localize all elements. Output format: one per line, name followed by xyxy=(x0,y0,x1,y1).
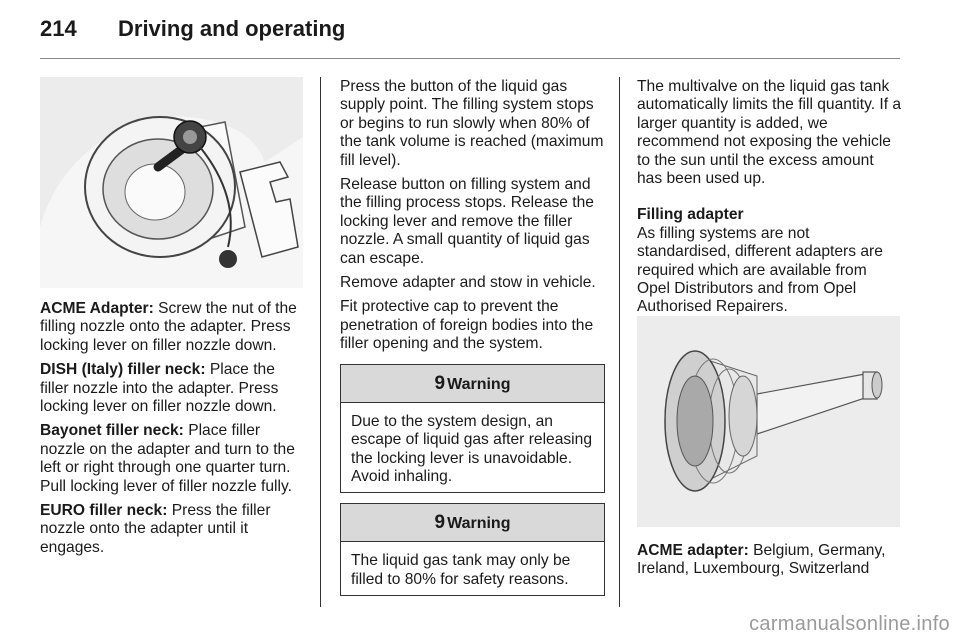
page-number: 214 xyxy=(40,16,77,41)
section-title: Driving and operating xyxy=(118,16,346,41)
caption-text: Belgium, Germany, Ireland, Luxembourg, Switzerland xyxy=(637,542,886,578)
paragraph xyxy=(40,361,305,416)
term-label: ACME Adapter: xyxy=(40,300,154,317)
paragraph xyxy=(40,300,305,355)
warning-text: The liquid gas tank may only be filled to 80% for safety reasons. xyxy=(351,552,571,588)
paragraph: Remove adapter and stow in vehicle. xyxy=(340,274,596,292)
warning-triangle-icon: 9 xyxy=(434,372,446,394)
warning-header xyxy=(341,504,604,542)
term-text: Press the filler nozzle onto the adapter until it engages. xyxy=(40,502,271,556)
term-text: Screw the nut of the filling nozzle onto the adapter. Press locking lever on filler nozzle down. xyxy=(40,300,297,354)
warning-box xyxy=(340,503,605,596)
warning-box xyxy=(340,364,605,494)
term-label: Bayonet filler neck: xyxy=(40,422,184,440)
caption-label: ACME adapter: xyxy=(637,542,749,559)
page-header xyxy=(40,16,345,42)
term-text: Place the filler nozzle into the adapter. Press locking lever on filler nozzle down. xyxy=(40,361,279,416)
watermark[interactable]: carmanualsonline.info xyxy=(749,613,950,635)
paragraph: Fit protective cap to prevent the penetration of foreign bodies into the filler opening and the system. xyxy=(340,298,594,353)
paragraph xyxy=(40,502,305,557)
paragraph: Release button on filling system and the filling process stops. Release the locking lever and remove the filler nozzle. A small quantity of liquid gas can escape. xyxy=(340,176,594,267)
warning-text: Due to the system design, an escape of liquid gas after releasing the locking lever is unavoidable. Avoid inhaling. xyxy=(351,412,592,485)
column-3-text xyxy=(637,78,902,323)
term-text: Place filler nozzle on the adapter and turn to the left or right through one quarter turn. Pull locking lever of filler nozzle fully. xyxy=(40,422,295,495)
warning-title: Warning xyxy=(447,375,511,393)
paragraph: As filling systems are not standardised, different adapters are required which are available from Opel Distributors and from Opel Authorised Repairers. xyxy=(637,224,883,316)
header-rule xyxy=(40,58,900,59)
column-divider xyxy=(320,77,321,607)
acme-adapter-illustration xyxy=(637,316,900,527)
warning-header xyxy=(341,365,604,403)
column-divider xyxy=(619,77,620,607)
paragraph: Press the button of the liquid gas supply point. The filling system stops or begins to run slowly when 80% of the tank volume is reached (maximum fill level). xyxy=(340,78,604,169)
paragraph xyxy=(637,542,902,579)
paragraph xyxy=(40,422,305,496)
subheading: Filling adapter xyxy=(637,206,744,224)
column-1-text xyxy=(40,300,305,563)
paragraph: The multivalve on the liquid gas tank automatically limits the fill quantity. If a larger quantity is added, we recommend not exposing the vehicle to the sun until the excess amount has been used up. xyxy=(637,78,902,188)
column-2-text xyxy=(340,78,605,606)
warning-title: Warning xyxy=(447,515,511,533)
term-label: DISH (Italy) filler neck: xyxy=(40,361,206,379)
adapter-caption xyxy=(637,542,902,585)
filler-neck-illustration xyxy=(40,77,303,288)
term-label: EURO filler neck: xyxy=(40,502,168,520)
warning-triangle-icon: 9 xyxy=(434,512,446,534)
